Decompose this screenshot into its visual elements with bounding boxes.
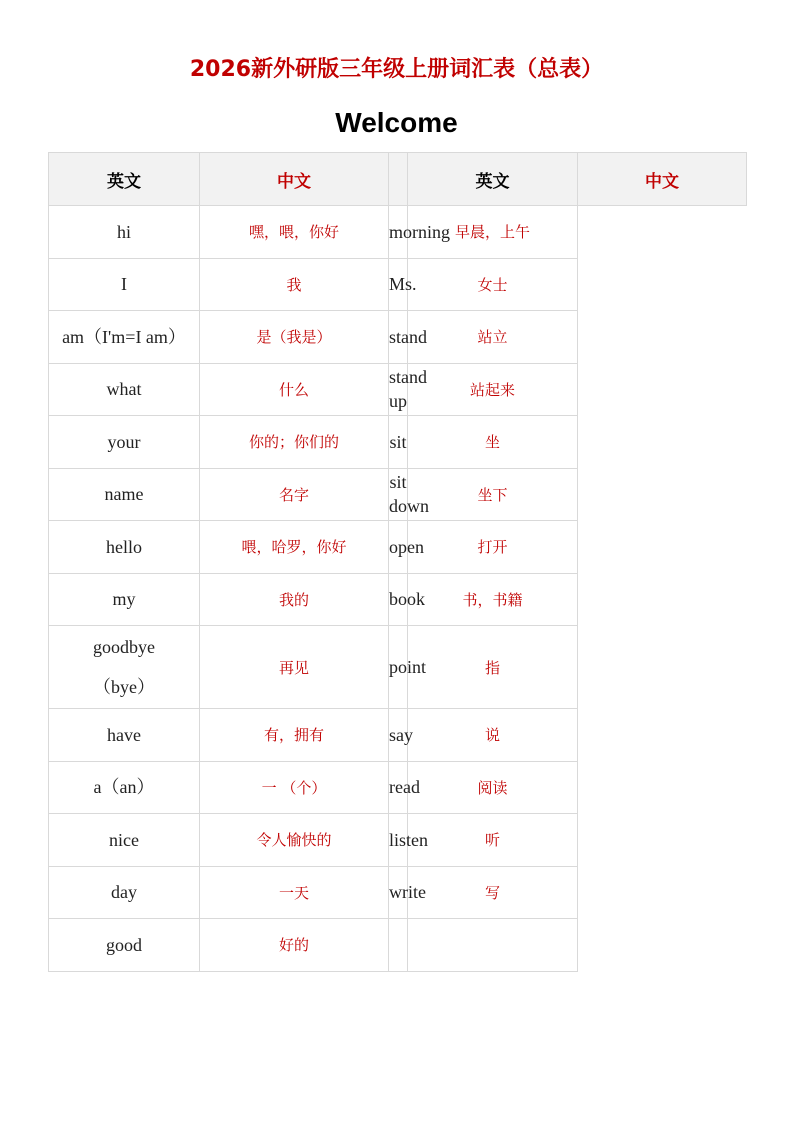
right-english-header: 英文 bbox=[408, 153, 578, 206]
right-chinese-header: 中文 bbox=[578, 153, 747, 206]
table-row bbox=[49, 919, 747, 972]
left-chinese-meaning: 你的；你们的 bbox=[200, 416, 389, 469]
english-word-alt: （bye） bbox=[93, 677, 155, 697]
right-chinese-meaning: 说 bbox=[408, 709, 578, 762]
left-english-word bbox=[49, 573, 200, 626]
english-word-text: what bbox=[106, 379, 142, 400]
english-word-text: have bbox=[107, 724, 141, 745]
left-english-word bbox=[49, 709, 200, 762]
right-chinese-meaning: 指 bbox=[408, 626, 578, 709]
right-english-word: read bbox=[389, 761, 408, 814]
left-chinese-meaning: 令人愉快的 bbox=[200, 814, 389, 867]
left-chinese-meaning: 是（我是） bbox=[200, 311, 389, 364]
right-chinese-meaning: 坐下 bbox=[408, 468, 578, 521]
english-word-text: a（an） bbox=[93, 777, 155, 798]
left-english-word bbox=[49, 258, 200, 311]
right-english-word: morning bbox=[389, 206, 408, 259]
right-english-word: write bbox=[389, 866, 408, 919]
right-chinese-meaning: 阅读 bbox=[408, 761, 578, 814]
english-word-text: hello bbox=[106, 536, 142, 557]
left-english-word bbox=[49, 814, 200, 867]
table-header-row bbox=[49, 153, 747, 206]
right-chinese-meaning: 站起来 bbox=[408, 363, 578, 416]
english-word-text: your bbox=[107, 431, 141, 452]
right-chinese-meaning: 女士 bbox=[408, 258, 578, 311]
table-row bbox=[49, 866, 747, 919]
left-english-word bbox=[49, 468, 200, 521]
english-word-text: goodbye bbox=[93, 637, 155, 657]
table-row bbox=[49, 258, 747, 311]
english-word-text: day bbox=[111, 882, 137, 903]
right-chinese-meaning: 站立 bbox=[408, 311, 578, 364]
left-chinese-meaning: 名字 bbox=[200, 468, 389, 521]
unit-title: Welcome bbox=[335, 107, 458, 138]
table-row bbox=[49, 363, 747, 416]
table-row bbox=[49, 709, 747, 762]
right-english-word: sit bbox=[389, 416, 408, 469]
left-english-word bbox=[49, 521, 200, 574]
left-chinese-meaning: 好的 bbox=[200, 919, 389, 972]
right-english-word: sit down bbox=[389, 468, 408, 521]
left-english-word bbox=[49, 311, 200, 364]
vocabulary-rows bbox=[49, 206, 747, 972]
column-divider bbox=[389, 153, 408, 206]
right-english-word: point bbox=[389, 626, 408, 709]
right-chinese-meaning: 书，书籍 bbox=[408, 573, 578, 626]
english-word-text: good bbox=[106, 934, 142, 955]
left-english-word bbox=[49, 416, 200, 469]
table-row bbox=[49, 573, 747, 626]
left-english-header: 英文 bbox=[49, 153, 200, 206]
left-english-word bbox=[49, 919, 200, 972]
left-english-word bbox=[49, 206, 200, 259]
right-english-word: listen bbox=[389, 814, 408, 867]
english-word-text: nice bbox=[109, 829, 139, 850]
left-english-word bbox=[49, 363, 200, 416]
right-english-word: Ms. bbox=[389, 258, 408, 311]
left-chinese-meaning: 嘿，喂，你好 bbox=[200, 206, 389, 259]
left-english-word bbox=[49, 866, 200, 919]
right-english-word: stand up bbox=[389, 363, 408, 416]
table-row bbox=[49, 521, 747, 574]
table-row bbox=[49, 311, 747, 364]
right-chinese-meaning: 坐 bbox=[408, 416, 578, 469]
right-english-word: book bbox=[389, 573, 408, 626]
left-chinese-meaning: 一天 bbox=[200, 866, 389, 919]
right-chinese-meaning: 听 bbox=[408, 814, 578, 867]
left-chinese-meaning: 一 （个） bbox=[200, 761, 389, 814]
left-chinese-meaning: 我 bbox=[200, 258, 389, 311]
left-chinese-header: 中文 bbox=[200, 153, 389, 206]
left-english-word bbox=[49, 761, 200, 814]
english-word-text: name bbox=[104, 484, 144, 505]
right-english-word: stand bbox=[389, 311, 408, 364]
english-word-text: hi bbox=[116, 221, 131, 242]
table-row bbox=[49, 468, 747, 521]
right-chinese-meaning: 早晨，上午 bbox=[408, 206, 578, 259]
left-chinese-meaning: 喂，哈罗，你好 bbox=[200, 521, 389, 574]
english-word-text: my bbox=[112, 589, 136, 610]
english-word-text: I bbox=[121, 274, 127, 295]
vocabulary-table bbox=[48, 152, 747, 972]
left-chinese-meaning: 什么 bbox=[200, 363, 389, 416]
table-row bbox=[49, 761, 747, 814]
table-row bbox=[49, 416, 747, 469]
left-chinese-meaning: 再见 bbox=[200, 626, 389, 709]
table-row bbox=[49, 206, 747, 259]
left-chinese-meaning: 我的 bbox=[200, 573, 389, 626]
right-chinese-meaning: 写 bbox=[408, 866, 578, 919]
english-word-text: am（I'm=I am） bbox=[62, 326, 186, 347]
right-english-word: open bbox=[389, 521, 408, 574]
right-chinese-meaning: 打开 bbox=[408, 521, 578, 574]
right-english-word bbox=[389, 919, 408, 972]
table-row bbox=[49, 626, 747, 709]
left-english-word bbox=[49, 626, 200, 709]
left-chinese-meaning: 有，拥有 bbox=[200, 709, 389, 762]
right-english-word: say bbox=[389, 709, 408, 762]
right-chinese-meaning bbox=[408, 919, 578, 972]
document-title: 2026新外研版三年级上册词汇表（总表） bbox=[189, 57, 604, 82]
table-row bbox=[49, 814, 747, 867]
